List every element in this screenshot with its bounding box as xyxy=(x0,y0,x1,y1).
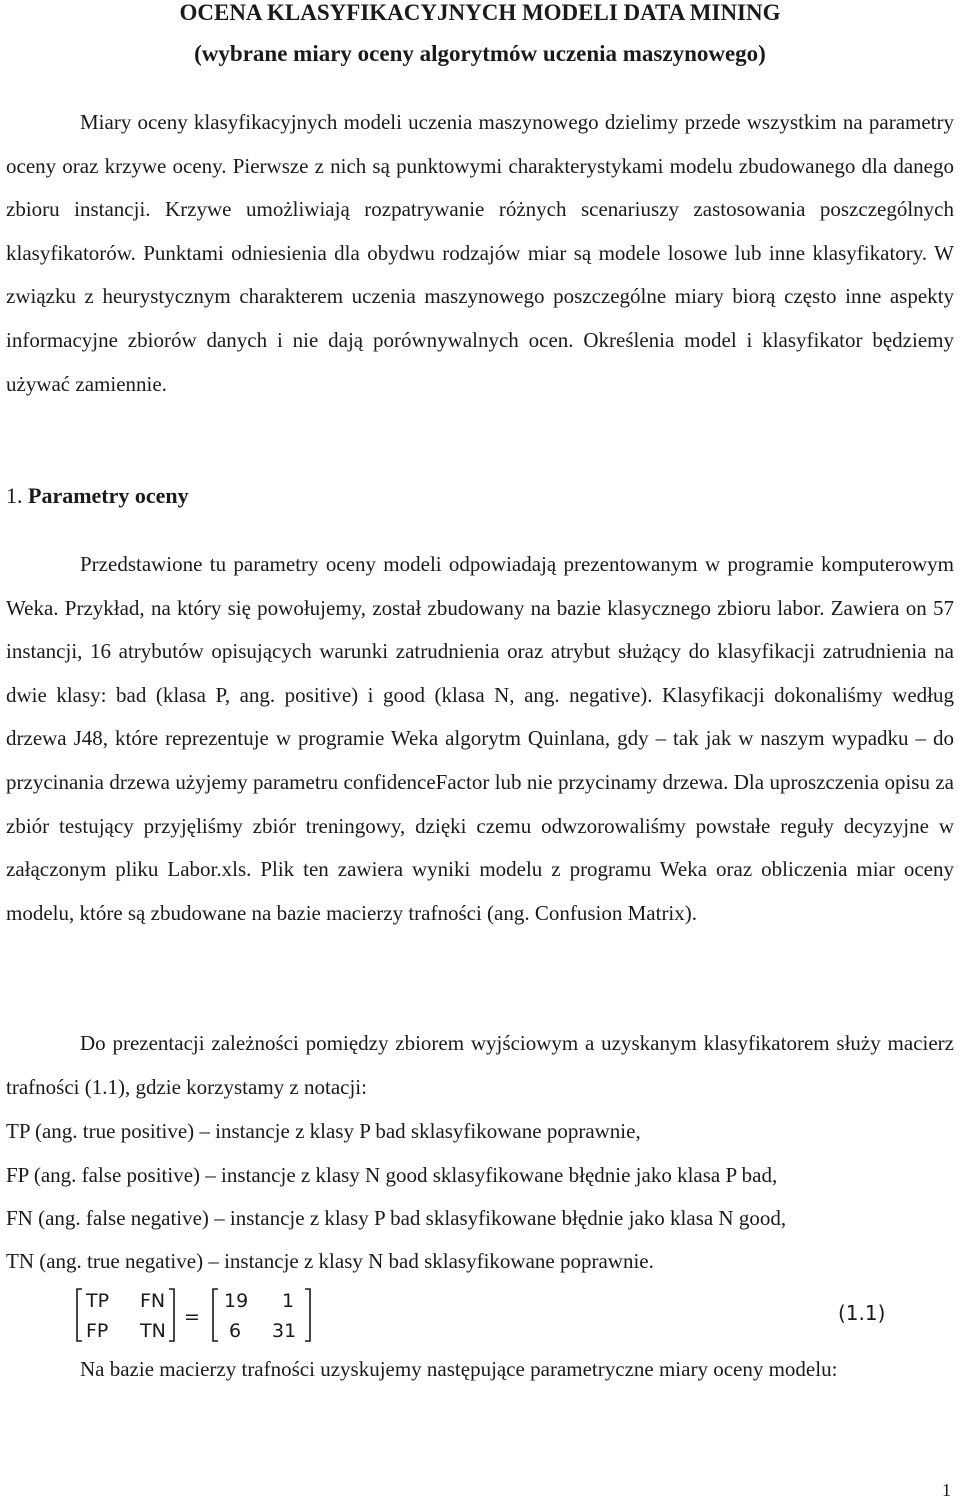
matrix-cell-tp: TP xyxy=(86,1290,110,1312)
matrix-value-tp: 19 xyxy=(224,1290,249,1312)
section-paragraph-text: Przedstawione tu parametry oceny modeli odpowiadają prezentowanym w programie komputerowym Weka. Przykład, na który się powołujemy, został zbudowany na bazie klasycznego zbioru labor. Zawiera on 57 instancji, 16 atrybutów opisujących warunki zatrudnienia oraz atrybut służący do klasyfikacji zatrudnienia na dwie klasy: bad (klasa P, ang. positive) i good (klasa N, ang. negative). Klasyfikacji dokonaliśmy według drzewa J48, które reprezentuje w programie Weka algorytm Quinlana, gdy – tak jak w naszym wypadku – do przycinania drzewa użyjemy parametru confidenceFactor lub nie przycinamy drzewa. Dla uproszczenia opisu za zbiór testujący przyjęliśmy zbiór treningowy, dzięki czemu odwzorowaliśmy powstałe reguły decyzyjne w załączonym pliku Labor.xls. Plik ten zawiera wyniki modelu z programu Weka oraz obliczenia miar oceny modelu, które są zbudowane na bazie macierzy trafności (ang. Confusion Matrix). xyxy=(6,552,954,925)
matrix-value-tn: 31 xyxy=(272,1320,297,1342)
definition-fn: FN (ang. false negative) – instancje z klasy P bad sklasyfikowane błędnie jako klasa N good, xyxy=(6,1206,787,1230)
left-matrix-close-bracket xyxy=(169,1289,174,1341)
equation-number: (1.1) xyxy=(838,1301,886,1325)
document-subtitle: (wybrane miary oceny algorytmów uczenia maszynowego) xyxy=(194,41,766,66)
definition-tp: TP (ang. true positive) – instancje z klasy P bad sklasyfikowane poprawnie, xyxy=(6,1119,641,1143)
matrix-cell-tn: TN xyxy=(140,1320,166,1342)
confusion-matrix-equation xyxy=(74,1285,334,1345)
section-number: 1. xyxy=(6,483,23,508)
equals-sign: = xyxy=(184,1306,200,1328)
closing-paragraph xyxy=(6,1348,954,1392)
right-matrix-open-bracket xyxy=(213,1289,218,1341)
definition-fp: FP (ang. false positive) – instancje z klasy N good sklasyfikowane błędnie jako klasa P bad, xyxy=(6,1163,778,1187)
matrix-value-fn: 1 xyxy=(282,1290,295,1312)
closing-paragraph-text: Na bazie macierzy trafności uzyskujemy następujące parametryczne miary oceny modelu: xyxy=(80,1357,838,1381)
page-number: 1 xyxy=(942,1480,951,1500)
document-title: OCENA KLASYFIKACYJNYCH MODELI DATA MINING xyxy=(179,0,781,25)
intro-paragraph-text: Miary oceny klasyfikacyjnych modeli uczenia maszynowego dzielimy przede wszystkim na parametry oceny oraz krzywe oceny. Pierwsze z nich są punktowymi charakterystykami modelu zbudowanego dla danego zbioru instancji. Krzywe umożliwiają rozpatrywanie różnych scenariuszy zastosowania poszczególnych klasyfikatorów. Punktami odniesienia dla obydwu rodzajów miar są modele losowe lub inne klasyfikatory. W związku z heurystycznym charakterem uczenia maszynowego poszczególne miary biorą często inne aspekty informacyjne zbiorów danych i nie dają porównywalnych ocen. Określenia model i klasyfikator będziemy używać zamiennie. xyxy=(6,110,954,396)
matrix-cell-fp: FP xyxy=(86,1320,109,1342)
intro-paragraph xyxy=(6,101,954,406)
matrix-cell-fn: FN xyxy=(140,1290,166,1312)
right-matrix-close-bracket xyxy=(305,1289,310,1341)
section-heading xyxy=(6,480,189,512)
matrix-intro-text: Do prezentacji zależności pomiędzy zbiorem wyjściowym a uzyskanym klasyfikatorem służy macierz trafności (1.1), gdzie korzystamy z notacji: xyxy=(6,1031,954,1099)
matrix-intro-paragraph xyxy=(6,1022,954,1109)
left-matrix-open-bracket xyxy=(77,1289,82,1341)
definition-tn: TN (ang. true negative) – instancje z klasy N bad sklasyfikowane poprawnie. xyxy=(6,1249,654,1273)
matrix-value-fp: 6 xyxy=(229,1320,242,1342)
section-title: Parametry oceny xyxy=(28,483,189,508)
section-paragraph xyxy=(6,543,954,935)
